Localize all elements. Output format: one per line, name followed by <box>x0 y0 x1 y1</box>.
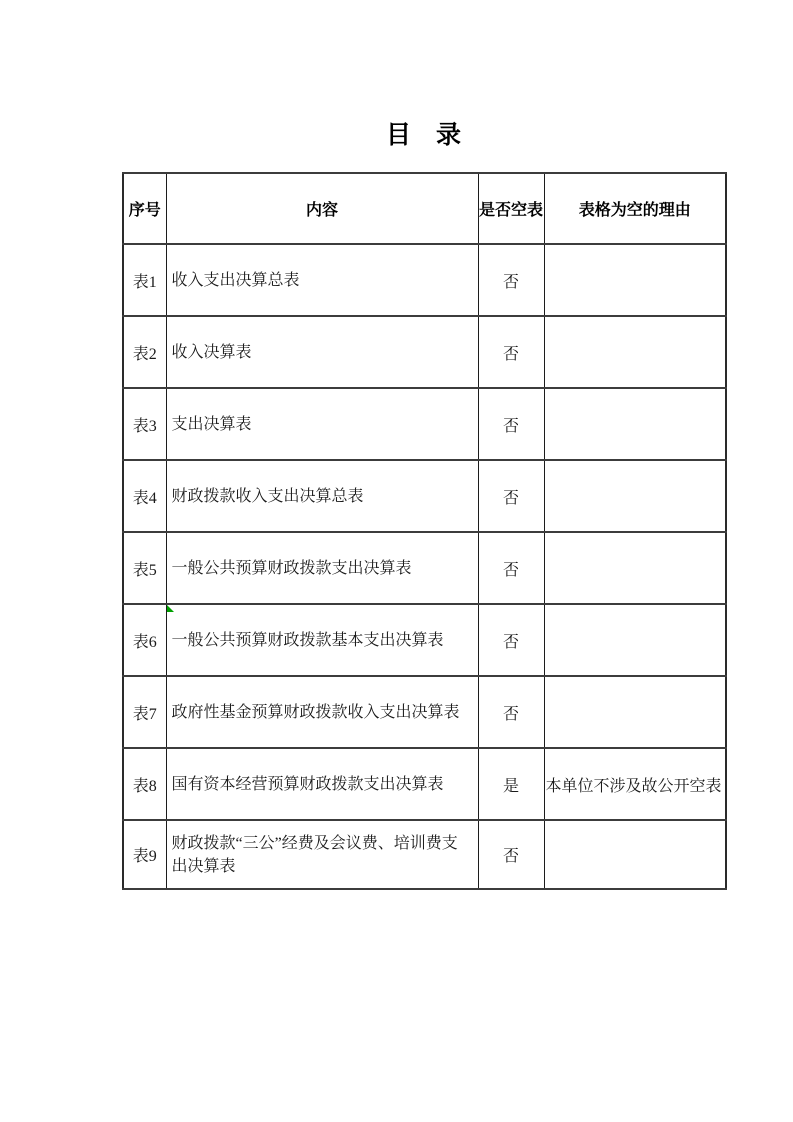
table-row <box>123 388 726 460</box>
table-row <box>123 532 726 604</box>
toc-table-body <box>123 244 726 889</box>
row-reason-cell: 本单位不涉及故公开空表 <box>544 748 726 820</box>
row-seq-cell: 表5 <box>123 532 166 604</box>
row-seq-cell: 表7 <box>123 676 166 748</box>
row-seq-cell: 表1 <box>123 244 166 316</box>
row-is-empty-cell: 否 <box>478 388 544 460</box>
col-header-is-empty: 是否空表 <box>478 173 544 244</box>
row-content-cell <box>166 604 478 676</box>
row-content-text: 财政拨款“三公”经费及会议费、培训费支出决算表 <box>171 834 458 875</box>
row-content-text: 一般公共预算财政拨款基本支出决算表 <box>171 631 444 649</box>
row-reason-cell <box>544 676 726 748</box>
row-content-text: 支出决算表 <box>171 415 252 433</box>
row-seq-cell: 表2 <box>123 316 166 388</box>
row-seq-cell: 表9 <box>123 820 166 889</box>
table-header-row <box>123 173 726 244</box>
row-content-cell <box>166 460 478 532</box>
row-reason-cell <box>544 604 726 676</box>
row-content-text: 国有资本经营预算财政拨款支出决算表 <box>171 775 444 793</box>
row-content-cell <box>166 316 478 388</box>
row-reason-cell <box>544 532 726 604</box>
row-is-empty-cell: 否 <box>478 244 544 316</box>
row-is-empty-cell: 是 <box>478 748 544 820</box>
table-row <box>123 244 726 316</box>
row-content-text: 一般公共预算财政拨款支出决算表 <box>171 559 412 577</box>
row-reason-cell <box>544 244 726 316</box>
row-content-text: 财政拨款收入支出决算总表 <box>171 487 364 505</box>
row-content-cell <box>166 388 478 460</box>
row-is-empty-cell: 否 <box>478 460 544 532</box>
row-reason-cell <box>544 316 726 388</box>
row-content-cell <box>166 532 478 604</box>
row-content-cell <box>166 748 478 820</box>
row-content-text: 收入支出决算总表 <box>171 271 300 289</box>
row-is-empty-cell: 否 <box>478 532 544 604</box>
row-content-cell <box>166 820 478 889</box>
row-is-empty-cell: 否 <box>478 316 544 388</box>
row-is-empty-cell: 否 <box>478 820 544 889</box>
table-row <box>123 676 726 748</box>
table-row <box>123 316 726 388</box>
col-header-content: 内容 <box>166 173 478 244</box>
row-content-cell <box>166 676 478 748</box>
row-reason-cell <box>544 460 726 532</box>
row-content-cell <box>166 244 478 316</box>
table-row <box>123 460 726 532</box>
row-reason-cell <box>544 820 726 889</box>
toc-table <box>122 172 727 890</box>
table-row <box>123 604 726 676</box>
col-header-reason: 表格为空的理由 <box>544 173 726 244</box>
row-is-empty-cell: 否 <box>478 604 544 676</box>
row-is-empty-cell: 否 <box>478 676 544 748</box>
table-row <box>123 820 726 889</box>
row-seq-cell: 表3 <box>123 388 166 460</box>
col-header-seq: 序号 <box>123 173 166 244</box>
comment-marker-icon <box>167 605 174 612</box>
row-content-text: 政府性基金预算财政拨款收入支出决算表 <box>171 703 460 721</box>
row-seq-cell: 表6 <box>123 604 166 676</box>
row-seq-cell: 表4 <box>123 460 166 532</box>
row-seq-cell: 表8 <box>123 748 166 820</box>
table-row <box>123 748 726 820</box>
page-title: 目 录 <box>385 122 461 149</box>
row-content-text: 收入决算表 <box>171 343 252 361</box>
row-reason-cell <box>544 388 726 460</box>
